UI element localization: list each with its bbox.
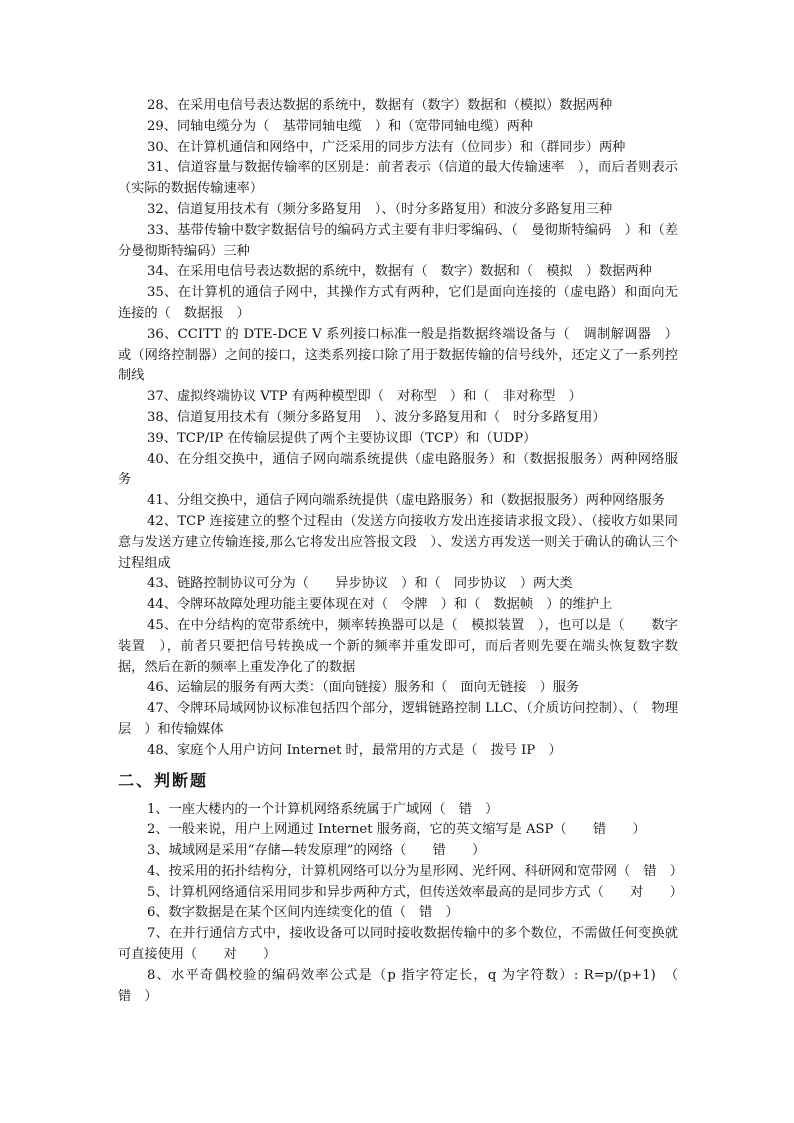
fill-item-39: 39、TCP/IP 在传输层提供了两个主要协议即（TCP）和（UDP） [147, 430, 537, 446]
judgment-item-3: 3、城域网是采用“存储—转发原理”的网络（ 错 ） [147, 843, 486, 859]
fill-item-33: 33、基带传输中数字数据信号的编码方式主要有非归零编码、（ 曼彻斯特编码 ）和（差分曼彻斯特编码）三种 [118, 222, 678, 259]
fill-item-40: 40、在分组交换中，通信子网向端系统提供（虚电路服务）和（数据报服务）两种网络服务 [118, 451, 678, 488]
fill-item-37: 37、虚拟终端协议 VTP 有两种模型即（ 对称型 ）和（ 非对称型 ） [147, 389, 582, 405]
fill-item-30: 30、在计算机通信和网络中，广泛采用的同步方法有（位同步）和（群同步）两种 [147, 139, 626, 155]
judgment-item-5: 5、计算机网络通信采用同步和异步两种方式，但传送效率最高的是同步方式（ 对 ） [147, 884, 683, 900]
judgment-item-1: 1、一座大楼内的一个计算机网络系统属于广域网（ 错 ） [147, 801, 499, 817]
judgment-item-4: 4、按采用的拓扑结构分，计算机网络可以分为星形网、光纤网、科研网和宽带网（ 错 ） [147, 863, 683, 879]
fill-item-43: 43、链路控制协议可分为（ 异步协议 ）和（ 同步协议 ）两大类 [147, 576, 573, 592]
fill-item-28: 28、在采用电信号表达数据的系统中，数据有（数字）数据和（模拟）数据两种 [147, 98, 613, 113]
judgment-item-2: 2、一般来说，用户上网通过 Internet 服务商，它的英文缩写是 ASP（ 错 ） [147, 822, 646, 838]
fill-item-48: 48、家庭个人用户访问 Internet 时，最常用的方式是（ 拨号 IP ） [147, 742, 562, 758]
fill-item-34: 34、在采用电信号表达数据的系统中，数据有（ 数字）数据和（ 模拟 ）数据两种 [147, 264, 652, 280]
fill-item-35: 35、在计算机的通信子网中，其操作方式有两种，它们是面向连接的（虚电路）和面向无连接的（ 数据报 ） [118, 285, 678, 321]
document-body [118, 96, 692, 1007]
judgment-item-6: 6、数字数据是在某个区间内连续变化的值（ 错 ） [147, 905, 459, 921]
fill-item-44: 44、令牌环故障处理功能主要体现在对（ 令牌 ）和（ 数据帧 ）的维护上 [147, 597, 613, 613]
fill-item-45: 45、在中分结构的宽带系统中，频率转换器可以是（ 模拟装置 ），也可以是（ 数字装置 ），前者只要把信号转换成一个新的频率并重发即可，而后者则先要在端头恢复数字数据，然后在新的频率上重发净化了的数据 [118, 617, 678, 675]
fill-item-46: 46、运输层的服务有两大类：（面向链接）服务和（ 面向无链接 ）服务 [147, 680, 580, 696]
fill-item-29: 29、同轴电缆分为（ 基带同轴电缆 ）和（宽带同轴电缆）两种 [147, 118, 534, 134]
fill-item-41: 41、分组交换中，通信子网向端系统提供（虚电路服务）和（数据报服务）两种网络服务 [147, 493, 665, 509]
judgment-item-7: 7、在并行通信方式中，接收设备可以同时接收数据传输中的多个数位，不需做任何变换就可直接使用（ 对 ） [118, 926, 678, 963]
section-title-judgment: 二、判断题 [118, 770, 209, 790]
fill-item-32: 32、信道复用技术有（频分多路复用 ）、（时分多路复用）和波分多路复用三种 [147, 201, 613, 217]
fill-item-36: 36、CCITT 的 DTE-DCE V 系列接口标准一般是指数据终端设备与（ 调制解调器 ）或（网络控制器）之间的接口，这类系列接口除了用于数据传输的信号线外，还定义了一系列控制线 [118, 326, 678, 384]
fill-item-38: 38、信道复用技术有（频分多路复用 ）、波分多路复用和（ 时分多路复用） [147, 409, 606, 425]
judgment-item-8: 8、水平奇偶校验的编码效率公式是（p 指字符定长，q 为字符数）: R=p/(p+1) （ 错 ） [118, 967, 692, 1004]
fill-item-31: 31、信道容量与数据传输率的区别是：前者表示（信道的最大传输速率 ），而后者则表示（实际的数据传输速率） [118, 160, 678, 197]
fill-item-42: 42、TCP 连接建立的整个过程由（发送方向接收方发出连接请求报文段）、（接收方如果同意与发送方建立传输连接,那么它将发出应答报文段 ）、发送方再发送一则关于确认的确认三个过程组成 [118, 513, 678, 571]
fill-item-47: 47、令牌环局域网协议标准包括四个部分，逻辑链路控制 LLC、（介质访问控制）、（ 物理层 ）和传输媒体 [118, 701, 678, 737]
